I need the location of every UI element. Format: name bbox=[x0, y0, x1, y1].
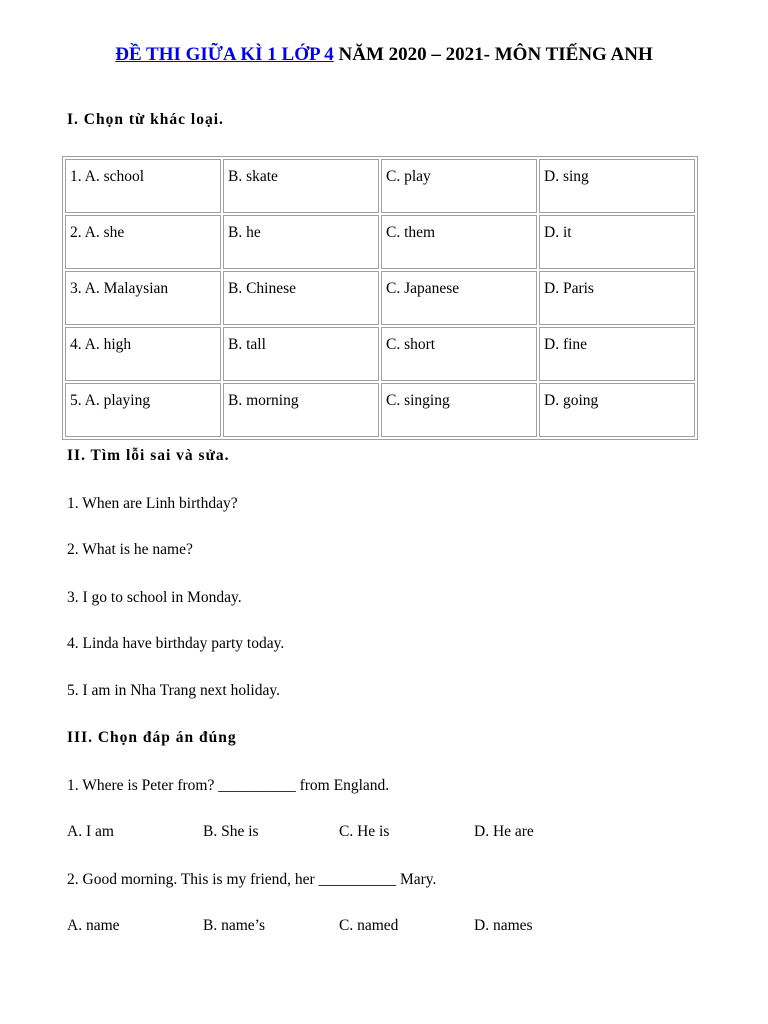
odd-one-out-table bbox=[62, 156, 698, 440]
error-item-5: 5. I am in Nha Trang next holiday. bbox=[67, 682, 280, 699]
section-1-heading: I. Chọn từ khác loại. bbox=[67, 111, 224, 128]
table-row bbox=[65, 383, 695, 437]
question-1: 1. Where is Peter from? __________ from England. bbox=[67, 777, 390, 794]
table-cell: C. Japanese bbox=[381, 271, 537, 325]
table-cell: C. short bbox=[381, 327, 537, 381]
table-cell: C. play bbox=[381, 159, 537, 213]
section-2-heading: II. Tìm lỗi sai và sửa. bbox=[67, 447, 230, 464]
table-row bbox=[65, 215, 695, 269]
table-cell: B. skate bbox=[223, 159, 379, 213]
table-cell: 1. A. school bbox=[65, 159, 221, 213]
title-rest: NĂM 2020 – 2021- MÔN TIẾNG ANH bbox=[333, 44, 653, 65]
table-cell: B. tall bbox=[223, 327, 379, 381]
option-c: C. named bbox=[339, 917, 399, 934]
table-cell: 4. A. high bbox=[65, 327, 221, 381]
error-item-4: 4. Linda have birthday party today. bbox=[67, 635, 285, 652]
option-b: B. name’s bbox=[203, 917, 265, 934]
option-a: A. I am bbox=[67, 823, 114, 840]
table-row bbox=[65, 327, 695, 381]
page-title bbox=[0, 44, 768, 66]
error-item-3: 3. I go to school in Monday. bbox=[67, 589, 242, 606]
table-row bbox=[65, 159, 695, 213]
table-cell: D. Paris bbox=[539, 271, 695, 325]
error-item-1: 1. When are Linh birthday? bbox=[67, 495, 238, 512]
table-cell: B. Chinese bbox=[223, 271, 379, 325]
error-item-2: 2. What is he name? bbox=[67, 541, 193, 558]
option-d: D. names bbox=[474, 917, 533, 934]
question-1-options bbox=[67, 823, 687, 843]
table-cell: C. them bbox=[381, 215, 537, 269]
table-cell: D. going bbox=[539, 383, 695, 437]
question-2: 2. Good morning. This is my friend, her __________ Mary. bbox=[67, 871, 437, 888]
table-cell: 3. A. Malaysian bbox=[65, 271, 221, 325]
option-d: D. He are bbox=[474, 823, 534, 840]
table-cell: D. fine bbox=[539, 327, 695, 381]
question-2-options bbox=[67, 917, 687, 937]
table-cell: B. morning bbox=[223, 383, 379, 437]
table-cell: C. singing bbox=[381, 383, 537, 437]
option-a: A. name bbox=[67, 917, 120, 934]
table-row bbox=[65, 271, 695, 325]
table-cell: D. it bbox=[539, 215, 695, 269]
table-cell: 5. A. playing bbox=[65, 383, 221, 437]
table-cell: 2. A. she bbox=[65, 215, 221, 269]
section-3-heading: III. Chọn đáp án đúng bbox=[67, 729, 237, 746]
table-cell: B. he bbox=[223, 215, 379, 269]
title-link[interactable]: ĐỀ THI GIỮA KÌ 1 LỚP 4 bbox=[115, 44, 334, 65]
option-b: B. She is bbox=[203, 823, 259, 840]
option-c: C. He is bbox=[339, 823, 390, 840]
table-cell: D. sing bbox=[539, 159, 695, 213]
